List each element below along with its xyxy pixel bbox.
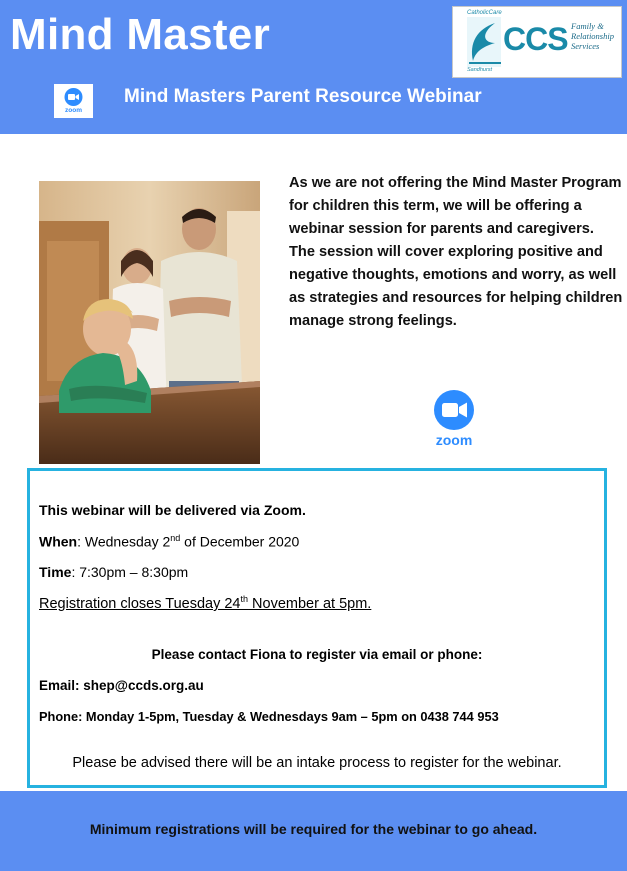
zoom-badge-label: zoom [65,107,82,114]
intro-paragraph: As we are not offering the Mind Master Program for children this term, we will be offering a webinar session for parents and caregivers. The session will cover exploring positive and negative thoughts, emotions and worry, as well as strategies and resources for helping children manage strong feelings. [289,175,623,329]
email-line [39,678,204,693]
when-value-post: of December 2020 [180,533,300,550]
phone-label: Phone [39,709,79,724]
page-subtitle: Mind Masters Parent Resource Webinar [124,86,482,107]
zoom-camera-icon [424,388,484,434]
zoom-logo-label: zoom [435,432,473,448]
reg-post: November at 5pm. [248,595,372,612]
when-value-pre: : Wednesday 2 [77,533,171,550]
family-photo [39,181,260,464]
zoom-badge [54,84,93,118]
when-label: When [39,533,78,550]
email-value: : shep@ccds.org.au [75,678,204,693]
page-title: Mind Master [10,10,270,59]
phone-value: : Monday 1-5pm, Tuesday & Wednesdays 9am – 5pm on 0438 744 953 [78,709,499,724]
header-banner [0,0,627,134]
time-value: : 7:30pm – 8:30pm [71,564,189,580]
contact-heading: Please contact Fiona to register via email or phone: [151,647,483,662]
time-label: Time [39,564,72,580]
logo-tagline-line: Family & [571,21,604,31]
when-line [39,533,299,550]
webinar-info-box [27,468,607,788]
logo-tagline-line: Relationship [571,31,614,41]
footer-banner [0,791,627,871]
logo-brand: CCS [503,21,568,57]
intake-note: Please be advised there will be an intake process to register for the webinar. [72,755,562,771]
delivery-note: This webinar will be delivered via Zoom. [39,502,306,518]
zoom-logo [424,388,484,454]
logo-tagline [571,21,614,51]
logo-bottom-text: Sandhurst [467,67,493,73]
swoosh-icon [465,13,503,71]
phone-line [39,709,499,724]
logo-top-text: CatholicCare [467,10,502,16]
reg-sup: th [240,594,249,604]
logo-tagline-line: Services [571,41,600,51]
footer-note: Minimum registrations will be required for the webinar to go ahead. [89,821,538,837]
when-value-sup: nd [170,533,181,543]
time-line [39,564,188,580]
ccs-logo [452,6,622,78]
registration-deadline [39,594,371,612]
reg-pre: Registration closes Tuesday 24 [39,595,241,612]
email-label: Email [39,678,76,693]
